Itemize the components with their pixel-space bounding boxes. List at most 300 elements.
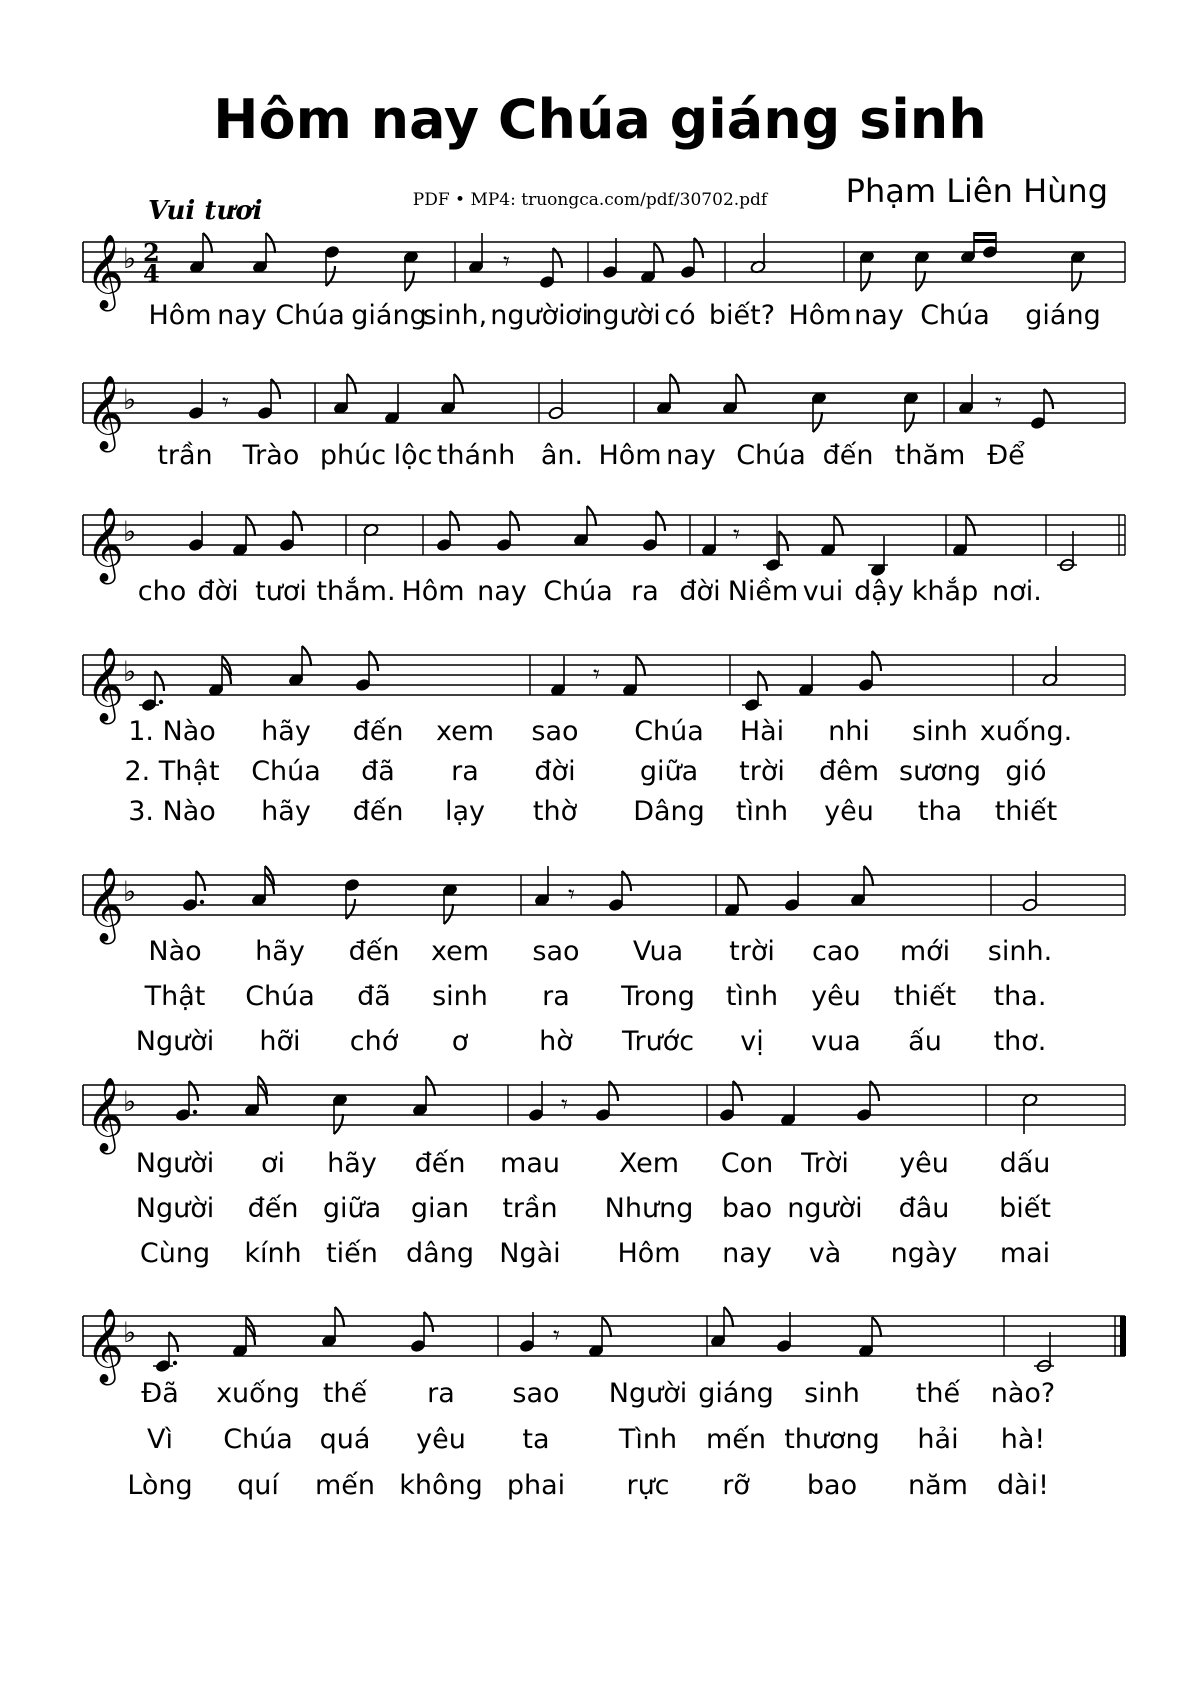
sixteenth-note: [208, 656, 231, 697]
lyric-syllable: yêu: [811, 981, 861, 1012]
lyric-syllable: ơi: [260, 1148, 286, 1179]
time-signature-bottom: 4: [143, 259, 160, 288]
augmentation-dot: [159, 700, 163, 704]
staff-system-6: [0, 1045, 1200, 1165]
eighth-note: [252, 233, 275, 274]
note-flag: [870, 1081, 879, 1101]
note-flag: [293, 511, 302, 531]
lyric-syllable: đến: [352, 716, 404, 747]
lyric-syllable: đời: [534, 756, 576, 787]
lyric-syllable: quá: [319, 1424, 371, 1455]
lyric-syllable: rỡ: [722, 1470, 750, 1501]
lyric-syllable: thương: [784, 1424, 880, 1455]
lyric-syllable: đã: [361, 756, 395, 787]
lyric-syllable: bao: [806, 1470, 858, 1501]
lyric-syllable: giữa: [639, 756, 699, 787]
eighth-note: [820, 516, 843, 557]
note-flag: [426, 1076, 435, 1096]
lyric-syllable: mới: [899, 936, 951, 967]
note-flag: [861, 271, 870, 291]
eighth-note: [640, 243, 663, 284]
lyric-syllable: mai: [999, 1238, 1051, 1269]
lyric-syllable: yêu: [416, 1424, 466, 1455]
eighth-note: [724, 876, 747, 917]
lyric-syllable: ra: [427, 1378, 455, 1409]
note-flag: [266, 233, 275, 253]
lyric-syllable: tình: [735, 796, 789, 827]
quarter-note: [550, 656, 566, 697]
lyric-syllable: thăm: [894, 440, 966, 471]
lyric-syllable: đến: [822, 440, 874, 471]
eighth-rest-icon: 𝄾: [222, 388, 229, 418]
lyric-syllable: giữa: [322, 1193, 382, 1224]
eighth-note: [288, 646, 311, 687]
lyric-syllable: Chúa: [920, 300, 990, 331]
lyric-syllable: đời: [679, 576, 721, 607]
eighth-note: [622, 656, 645, 697]
lyric-syllable: trần: [502, 1193, 558, 1224]
eighth-note: [1030, 389, 1053, 430]
lyric-syllable: thiết: [994, 796, 1058, 827]
quarter-note: [701, 516, 717, 557]
note-flag: [302, 646, 311, 666]
eighth-note: [412, 1076, 435, 1117]
lyric-syllable: đến: [247, 1193, 299, 1224]
eighth-note: [763, 531, 788, 572]
lyric-syllable: nào?: [990, 1378, 1056, 1409]
note-flag: [834, 516, 843, 536]
lyric-syllable: trời: [739, 756, 785, 787]
lyric-syllable: vua: [811, 1026, 861, 1057]
lyric-syllable: giáng: [698, 1378, 774, 1409]
lyric-syllable: Người: [135, 1193, 215, 1224]
lyric-syllable: 3. Nào: [128, 796, 216, 827]
note-flag: [196, 871, 205, 891]
lyric-syllable: Nhưng: [604, 1193, 694, 1224]
note-beam: [974, 239, 996, 243]
quarter-note: [468, 233, 484, 274]
note-flag: [203, 233, 212, 253]
lyric-syllable: Thật: [144, 981, 206, 1012]
quarter-note: [188, 511, 204, 552]
lyric-syllable: xuống: [216, 1378, 300, 1409]
note-flag: [510, 511, 519, 531]
lyric-syllable: Cùng: [139, 1238, 211, 1269]
lyric-syllable: 1. Nào: [128, 716, 216, 747]
note-flag: [654, 243, 663, 263]
lyric-syllable: biết: [999, 1193, 1051, 1224]
note-flag: [736, 374, 745, 394]
lyric-syllable: dài!: [996, 1470, 1050, 1501]
note-flag: [335, 1307, 344, 1327]
lyric-syllable: rực: [626, 1470, 670, 1501]
lyric-syllable: mến: [705, 1424, 767, 1455]
eighth-note: [344, 878, 360, 919]
final-barline: [1120, 1316, 1126, 1356]
lyric-syllable: Chúa: [245, 981, 315, 1012]
eighth-note: [903, 391, 919, 432]
lyric-syllable: tiến: [326, 1238, 378, 1269]
half-note: [1057, 531, 1077, 572]
half-note: [1042, 646, 1058, 687]
lyric-syllable: ơi: [564, 300, 590, 331]
source-link[interactable]: PDF • MP4: truongca.com/pdf/30702.pdf: [412, 190, 768, 210]
note-flag: [609, 1081, 618, 1101]
eighth-note: [608, 871, 631, 912]
lyric-syllable: Tình: [618, 1424, 678, 1455]
lyric-syllable: Chúa: [736, 440, 806, 471]
eighth-note: [355, 651, 378, 692]
flat-icon: ♭: [123, 1085, 137, 1118]
lyric-syllable: nhi: [828, 716, 870, 747]
eighth-note: [410, 1312, 433, 1353]
flat-icon: ♭: [123, 1316, 137, 1349]
eighth-note: [232, 516, 255, 557]
lyric-syllable: Hài: [739, 716, 785, 747]
lyric-syllable: người: [585, 300, 661, 331]
lyric-syllable: ơ: [451, 1026, 469, 1057]
quarter-note: [534, 866, 550, 907]
lyric-syllable: biết?: [708, 300, 776, 331]
note-flag: [369, 651, 378, 671]
lyric-syllable: mến: [314, 1470, 376, 1501]
eighth-note: [321, 1307, 344, 1348]
lyric-syllable: Trước: [621, 1026, 695, 1057]
lyric-syllable: Chúa: [251, 756, 321, 787]
lyric-syllable: hỡi: [259, 1026, 301, 1057]
time-signature-top: 2: [143, 238, 160, 267]
lyric-syllable: thơ.: [993, 1026, 1047, 1057]
treble-clef-icon: 𝄞: [86, 235, 124, 309]
eighth-note: [742, 671, 767, 712]
lyric-syllable: Lòng: [127, 1470, 193, 1501]
lyric-syllable: người: [787, 1193, 863, 1224]
note-flag: [155, 671, 164, 691]
eighth-note: [333, 374, 356, 415]
note-flag: [758, 671, 767, 691]
lyric-syllable: vui: [802, 576, 844, 607]
lyric-syllable: hãy: [255, 936, 305, 967]
note-flag: [779, 531, 788, 551]
note-flag: [622, 871, 631, 891]
note-flag: [334, 1114, 343, 1134]
lyric-syllable: hải: [917, 1424, 959, 1455]
note-flag: [454, 374, 463, 394]
lyric-syllable: phai: [506, 1470, 566, 1501]
lyric-syllable: dậy: [854, 576, 904, 607]
lyric-syllable: thế: [915, 1378, 961, 1409]
note-flag: [738, 876, 747, 896]
half-note: [363, 523, 379, 564]
treble-clef-icon: 𝄞: [86, 508, 124, 582]
lyric-syllable: chớ: [349, 1026, 399, 1057]
eighth-rest-icon: 𝄾: [503, 247, 510, 277]
treble-clef-icon: 𝄞: [86, 648, 124, 722]
eighth-note: [139, 671, 164, 712]
eighth-note: [189, 233, 212, 274]
eighth-note: [153, 1332, 178, 1373]
eighth-note: [175, 1081, 198, 1122]
flat-icon: ♭: [123, 875, 137, 908]
lyric-syllable: giáng: [1025, 300, 1101, 331]
lyric-syllable: đến: [348, 936, 400, 967]
half-note: [1022, 1093, 1038, 1134]
lyric-syllable: yêu: [824, 796, 874, 827]
lyric-syllable: trời: [729, 936, 775, 967]
eighth-note: [403, 250, 419, 291]
lyric-syllable: xem: [430, 936, 490, 967]
eighth-note: [332, 1093, 348, 1134]
half-note: [1034, 1332, 1054, 1373]
note-flag: [905, 412, 914, 432]
tempo-marking: Vui tươi: [148, 196, 263, 226]
lyric-syllable: ân.: [540, 440, 584, 471]
half-note: [548, 379, 564, 420]
lyric-syllable: hờ: [539, 1026, 573, 1057]
note-flag: [966, 516, 975, 536]
flat-icon: ♭: [123, 383, 137, 416]
note-flag: [724, 1307, 733, 1327]
eighth-note: [436, 511, 459, 552]
lyric-syllable: thờ: [532, 796, 578, 827]
lyric-syllable: nay: [854, 300, 904, 331]
eighth-note: [440, 374, 463, 415]
lyric-syllable: đâu: [898, 1193, 950, 1224]
lyric-syllable: Hôm: [788, 300, 852, 331]
lyric-syllable: nay: [477, 576, 527, 607]
lyric-syllable: nơi.: [992, 576, 1042, 607]
lyric-syllable: có: [664, 300, 696, 331]
lyric-syllable: ấu: [908, 1026, 942, 1057]
lyric-syllable: cho: [137, 576, 187, 607]
eighth-note: [595, 1081, 618, 1122]
lyric-syllable: Xem: [618, 1148, 680, 1179]
lyric-syllable: Trời: [801, 1148, 849, 1179]
eighth-note: [442, 883, 458, 924]
note-flag: [872, 1317, 881, 1337]
lyric-syllable: khắp: [911, 576, 979, 607]
note-flag: [1072, 271, 1081, 291]
lyric-syllable: năm: [908, 1470, 968, 1501]
eighth-note: [858, 651, 881, 692]
lyric-syllable: Người: [135, 1026, 215, 1057]
lyric-syllable: 2. Thật: [124, 756, 220, 787]
lyric-syllable: Người: [135, 1148, 215, 1179]
lyric-syllable: sinh: [804, 1378, 860, 1409]
eighth-note: [257, 379, 280, 420]
note-flag: [347, 374, 356, 394]
quarter-note: [784, 871, 800, 912]
eighth-rest-icon: 𝄾: [995, 388, 1002, 418]
lyric-syllable: ngày: [890, 1238, 958, 1269]
note-flag: [271, 379, 280, 399]
song-title: Hôm nay Chúa giáng sinh: [213, 88, 987, 151]
lyric-syllable: Con: [720, 1148, 774, 1179]
note-flag: [694, 238, 703, 258]
eighth-note: [914, 250, 930, 291]
eighth-note: [1070, 250, 1086, 291]
treble-clef-icon: 𝄞: [86, 1078, 124, 1152]
eighth-note: [856, 1081, 879, 1122]
eighth-note: [656, 374, 679, 415]
lyric-syllable: đến: [352, 796, 404, 827]
lyric-syllable: thánh: [436, 440, 516, 471]
eighth-rest-icon: 𝄾: [553, 1321, 560, 1351]
lyric-syllable: phúc: [319, 440, 387, 471]
lyric-syllable: đời: [197, 576, 239, 607]
lyric-syllable: đêm: [818, 756, 880, 787]
lyric-syllable: Trong: [621, 981, 695, 1012]
lyric-syllable: Niềm: [727, 576, 799, 607]
lyric-syllable: Chúa: [223, 1424, 293, 1455]
lyric-syllable: sinh: [432, 981, 488, 1012]
eighth-note: [573, 506, 596, 547]
lyric-syllable: sao: [532, 936, 580, 967]
lyric-syllable: nay: [666, 440, 716, 471]
note-flag: [916, 271, 925, 291]
flat-icon: ♭: [123, 242, 137, 275]
eighth-note: [680, 238, 703, 279]
lyric-syllable: Chúa: [634, 716, 704, 747]
lyric-syllable: Chúa: [543, 576, 613, 607]
eighth-note: [859, 250, 875, 291]
lyric-syllable: sinh: [912, 716, 968, 747]
lyric-syllable: hãy: [327, 1148, 377, 1179]
eighth-rest-icon: 𝄾: [733, 520, 740, 550]
lyric-syllable: sao: [531, 716, 579, 747]
note-flag: [864, 866, 873, 886]
lyric-syllable: lạy: [444, 796, 486, 827]
lyric-syllable: Vua: [632, 936, 684, 967]
note-flag: [587, 506, 596, 526]
staff-lines: [83, 875, 1125, 915]
lyric-syllable: Hôm: [401, 576, 465, 607]
note-beam: [974, 232, 996, 236]
eighth-note: [719, 1081, 742, 1122]
lyric-syllable: tình: [725, 981, 779, 1012]
augmentation-dot: [173, 1361, 177, 1365]
eighth-rest-icon: 𝄾: [561, 1090, 568, 1120]
note-flag: [346, 899, 355, 919]
augmentation-dot: [200, 900, 204, 904]
note-flag: [246, 516, 255, 536]
quarter-note: [188, 379, 204, 420]
lyric-syllable: sinh.: [987, 936, 1053, 967]
lyric-syllable: tươi: [255, 576, 307, 607]
lyric-syllable: vị: [740, 1026, 764, 1057]
note-flag: [424, 1312, 433, 1332]
lyric-syllable: hãy: [261, 796, 311, 827]
lyric-syllable: Trào: [242, 440, 300, 471]
quarter-note: [528, 1081, 544, 1122]
eighth-note: [588, 1317, 611, 1358]
lyric-syllable: ta: [522, 1424, 550, 1455]
lyric-syllable: mau: [500, 1148, 560, 1179]
lyric-syllable: tha.: [993, 981, 1047, 1012]
note-flag: [602, 1317, 611, 1337]
lyric-syllable: sương: [899, 756, 981, 787]
quarter-note: [780, 1086, 796, 1127]
lyric-syllable: gian: [410, 1193, 470, 1224]
note-flag: [733, 1081, 742, 1101]
lyric-syllable: tha: [917, 796, 963, 827]
lyric-syllable: ra: [542, 981, 570, 1012]
lyric-syllable: Đã: [141, 1378, 179, 1409]
eighth-note: [279, 511, 302, 552]
eighth-note: [850, 866, 873, 907]
quarter-note: [868, 536, 888, 577]
lyric-syllable: người: [490, 300, 566, 331]
note-flag: [553, 248, 562, 268]
quarter-note: [602, 238, 618, 279]
lyric-syllable: và: [808, 1238, 842, 1269]
quarter-note: [798, 656, 814, 697]
staff-lines: [83, 655, 1125, 695]
lyric-syllable: cao: [812, 936, 860, 967]
lyric-syllable: giáng: [351, 300, 427, 331]
lyric-syllable: Nào: [148, 936, 202, 967]
lyric-syllable: thiết: [893, 981, 957, 1012]
lyric-syllable: Ngài: [499, 1238, 561, 1269]
quarter-note: [776, 1312, 792, 1353]
note-flag: [405, 271, 414, 291]
treble-clef-icon: 𝄞: [86, 376, 124, 450]
flat-icon: ♭: [123, 655, 137, 688]
quarter-note: [519, 1312, 535, 1353]
lyric-syllable: thắm.: [316, 576, 396, 607]
lyric-syllable: đã: [357, 981, 391, 1012]
lyric-syllable: trần: [157, 440, 213, 471]
treble-clef-icon: 𝄞: [86, 1309, 124, 1383]
sixteenth-note: [232, 1317, 255, 1358]
sixteenth-note: [251, 866, 274, 907]
lyric-syllable: sinh,: [422, 300, 488, 331]
lyric-syllable: Hôm: [148, 300, 212, 331]
note-flag: [813, 412, 822, 432]
note-flag: [444, 904, 453, 924]
augmentation-dot: [193, 1110, 197, 1114]
quarter-note: [384, 384, 400, 425]
lyric-syllable: nay: [217, 300, 267, 331]
eighth-rest-icon: 𝄾: [568, 880, 575, 910]
lyric-syllable: thế: [322, 1378, 368, 1409]
note-flag: [656, 511, 665, 531]
lyric-syllable: đến: [414, 1148, 466, 1179]
half-note: [750, 233, 766, 274]
lyric-syllable: lộc: [393, 440, 433, 471]
lyric-syllable: dâng: [406, 1238, 474, 1269]
lyric-syllable: yêu: [899, 1148, 949, 1179]
lyric-syllable: bao: [721, 1193, 773, 1224]
lyric-syllable: hà!: [1000, 1424, 1046, 1455]
eighth-note: [182, 871, 205, 912]
eighth-note: [324, 245, 340, 286]
eighth-rest-icon: 𝄾: [593, 660, 600, 690]
eighth-note: [642, 511, 665, 552]
note-flag: [326, 266, 335, 286]
note-flag: [670, 374, 679, 394]
note-flag: [636, 656, 645, 676]
flat-icon: ♭: [123, 515, 137, 548]
lyric-syllable: Chúa: [275, 300, 345, 331]
lyric-syllable: không: [399, 1470, 483, 1501]
note-flag: [872, 651, 881, 671]
eighth-note: [539, 248, 562, 289]
eighth-note: [496, 511, 519, 552]
note-flag: [189, 1081, 198, 1101]
lyric-syllable: xuống.: [979, 716, 1073, 747]
lyric-syllable: Hôm: [598, 440, 662, 471]
